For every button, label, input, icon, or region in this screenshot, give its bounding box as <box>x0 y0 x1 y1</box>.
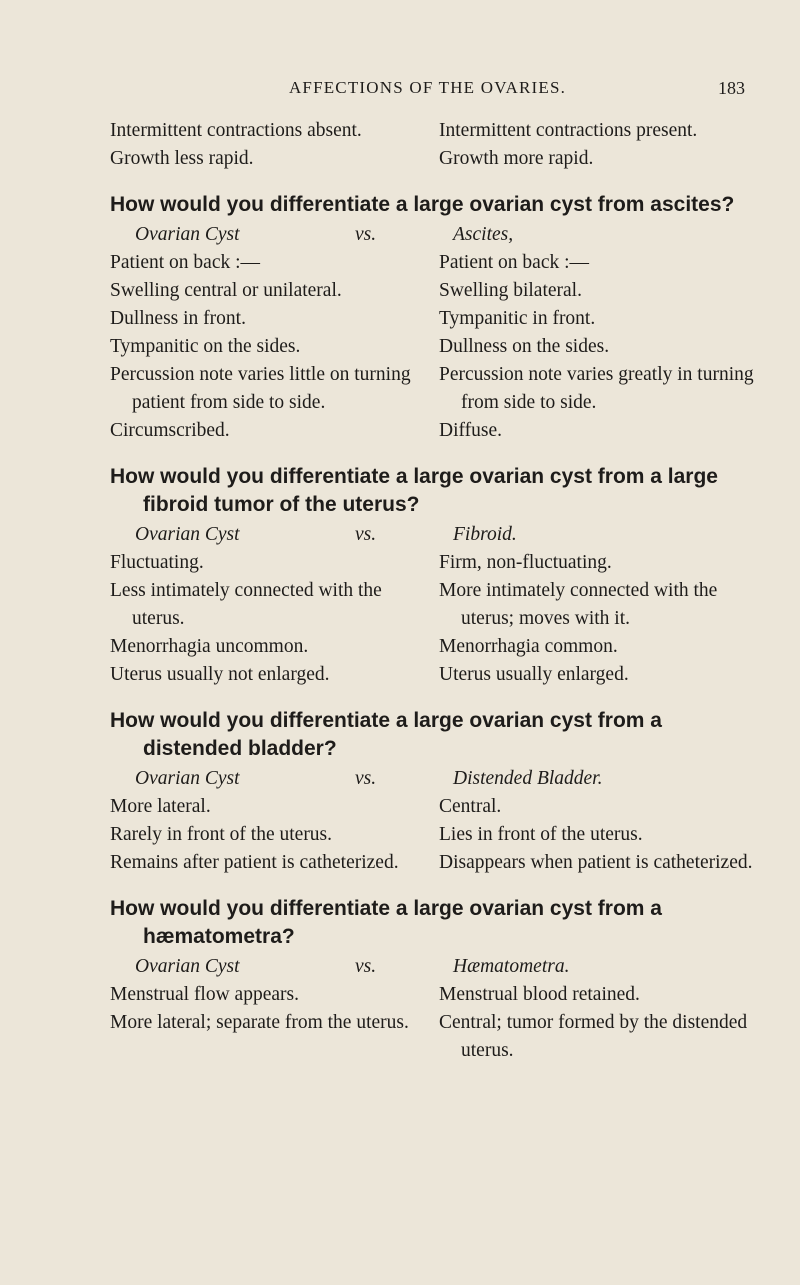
left-cell: Tympanitic on the sides. <box>110 336 301 357</box>
comparison-row <box>110 981 755 1009</box>
left-cell: Dullness in front. <box>110 308 246 329</box>
running-title: AFFECTIONS OF THE OVARIES. <box>288 78 567 97</box>
right-cell: Growth more rapid. <box>439 148 594 169</box>
question-heading: How would you differentiate a large ovarian cyst from ascites? <box>110 193 735 216</box>
comparison-row <box>110 249 755 277</box>
comparison-row <box>110 849 755 877</box>
right-cell: Central; tumor formed by the distended uterus. <box>439 1012 748 1061</box>
vs-label: vs. <box>355 224 377 245</box>
vs-label: vs. <box>355 768 377 789</box>
right-cell: More intimately connected with the uterus; moves with it. <box>439 580 718 629</box>
question-heading: How would you differentiate a large ovarian cyst from a hæmatometra? <box>110 897 662 948</box>
section-distended-bladder <box>110 707 755 877</box>
question-heading: How would you differentiate a large ovarian cyst from a distended bladder? <box>110 709 662 760</box>
right-cell: Swelling bilateral. <box>439 280 582 301</box>
section-ascites <box>110 191 755 445</box>
right-cell: Tympanitic in front. <box>439 308 596 329</box>
left-heading: Ovarian Cyst <box>135 956 240 977</box>
right-cell: Menstrual blood retained. <box>439 984 640 1005</box>
column-headings <box>110 765 755 793</box>
column-headings <box>110 221 755 249</box>
left-cell: Patient on back :— <box>110 252 261 273</box>
body-text <box>110 117 755 1065</box>
right-cell: Dullness on the sides. <box>439 336 610 357</box>
left-cell: Circumscribed. <box>110 420 230 441</box>
left-cell: Rarely in front of the uterus. <box>110 824 333 845</box>
right-heading: Fibroid. <box>453 524 517 545</box>
comparison-row <box>110 793 755 821</box>
comparison-row <box>110 277 755 305</box>
comparison-row <box>110 821 755 849</box>
comparison-row <box>110 577 755 633</box>
left-heading: Ovarian Cyst <box>135 768 240 789</box>
left-cell: Menstrual flow appears. <box>110 984 299 1005</box>
column-headings <box>110 953 755 981</box>
right-cell: Intermittent contractions present. <box>439 120 698 141</box>
right-cell: Disappears when patient is catheterized. <box>439 852 753 873</box>
comparison-row <box>110 117 755 145</box>
right-cell: Central. <box>439 796 502 817</box>
right-cell: Patient on back :— <box>439 252 590 273</box>
right-cell: Percussion note varies greatly in turning from side to side. <box>439 364 754 413</box>
left-cell: Intermittent contractions absent. <box>110 120 362 141</box>
left-cell: Fluctuating. <box>110 552 204 573</box>
left-cell: Menorrhagia uncommon. <box>110 636 309 657</box>
page-number: 183 <box>718 78 745 98</box>
comparison-row <box>110 633 755 661</box>
left-cell: Remains after patient is catheterized. <box>110 852 399 873</box>
vs-label: vs. <box>355 956 377 977</box>
left-cell: Percussion note varies little on turning patient from side to side. <box>110 364 411 413</box>
left-cell: Uterus usually not enlarged. <box>110 664 330 685</box>
comparison-row <box>110 333 755 361</box>
column-headings <box>110 521 755 549</box>
comparison-row <box>110 1009 755 1065</box>
comparison-row <box>110 549 755 577</box>
left-heading: Ovarian Cyst <box>135 524 240 545</box>
question-heading: How would you differentiate a large ovarian cyst from a large fibroid tumor of the uterus? <box>110 465 718 516</box>
left-heading: Ovarian Cyst <box>135 224 240 245</box>
left-cell: Less intimately connected with the uterus. <box>110 580 382 629</box>
right-cell: Lies in front of the uterus. <box>439 824 643 845</box>
left-cell: More lateral. <box>110 796 211 817</box>
comparison-row <box>110 145 755 173</box>
left-cell: More lateral; separate from the uterus. <box>110 1012 409 1033</box>
right-cell: Diffuse. <box>439 420 503 441</box>
right-heading: Distended Bladder. <box>453 768 603 789</box>
comparison-row <box>110 361 755 417</box>
comparison-row <box>110 305 755 333</box>
left-cell: Growth less rapid. <box>110 148 254 169</box>
section-haematometra <box>110 895 755 1065</box>
left-cell: Swelling central or unilateral. <box>110 280 342 301</box>
right-heading: Hæmatometra. <box>453 956 570 977</box>
running-head <box>110 78 745 104</box>
section-fibroid <box>110 463 755 689</box>
right-cell: Uterus usually enlarged. <box>439 664 629 685</box>
right-heading: Ascites, <box>453 224 514 245</box>
right-cell: Menorrhagia common. <box>439 636 618 657</box>
comparison-row <box>110 417 755 445</box>
right-cell: Firm, non-fluctuating. <box>439 552 612 573</box>
vs-label: vs. <box>355 524 377 545</box>
comparison-row <box>110 661 755 689</box>
